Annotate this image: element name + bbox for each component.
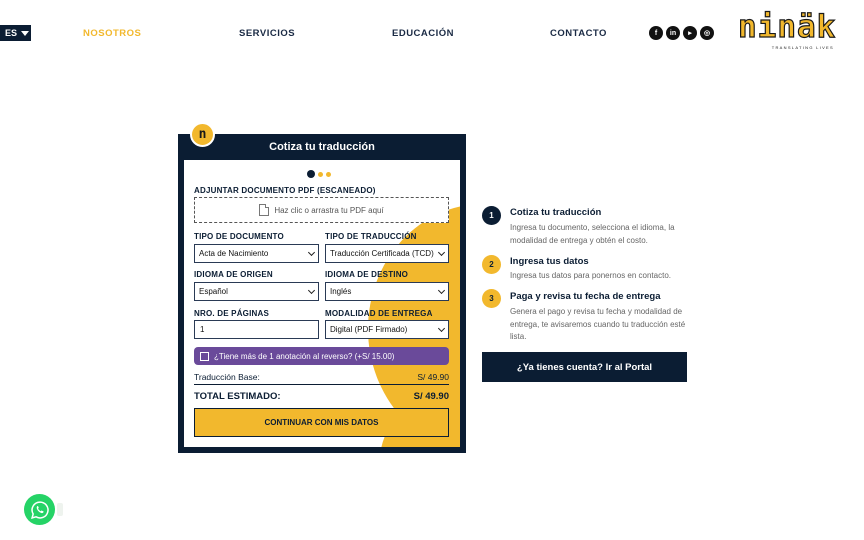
modalidad-label: MODALIDAD DE ENTREGA (325, 309, 433, 318)
base-price-value: S/ 49.90 (417, 372, 449, 382)
nav-servicios[interactable]: SERVICIOS (239, 28, 296, 39)
portal-button[interactable]: ¿Ya tienes cuenta? Ir al Portal (482, 352, 687, 382)
idioma-destino-value: Inglés (330, 287, 352, 296)
upload-label: ADJUNTAR DOCUMENTO PDF (ESCANEADO) (194, 186, 376, 195)
nav-educacion[interactable]: EDUCACIÓN (392, 28, 455, 39)
step-1-number: 1 (482, 206, 501, 225)
paginas-input[interactable] (194, 320, 319, 339)
idioma-destino-select[interactable] (325, 282, 449, 301)
logo-wordmark: ninäk (738, 9, 837, 45)
total-row (194, 391, 449, 402)
tipo-traduccion-label: TIPO DE TRADUCCIÓN (325, 232, 417, 241)
base-price-row (194, 372, 449, 385)
idioma-origen-value: Español (199, 287, 228, 296)
step-2-description: Ingresa tus datos para ponernos en contacto. (510, 271, 671, 280)
whatsapp-icon (30, 500, 50, 520)
caret-down-icon (21, 31, 29, 36)
step-3-number: 3 (482, 289, 501, 308)
step-2-title: Ingresa tus datos (510, 256, 589, 267)
language-selector[interactable] (0, 25, 31, 41)
step-dot-active (307, 170, 315, 178)
idioma-destino-label: IDIOMA DE DESTINO (325, 270, 409, 279)
dropzone-placeholder: Haz clic o arrastra tu PDF aquí (274, 205, 384, 215)
step-indicator (307, 170, 331, 178)
facebook-icon[interactable]: f (649, 26, 663, 40)
paginas-value: 1 (200, 325, 205, 334)
step-2-number: 2 (482, 255, 501, 274)
total-value: S/ 49.90 (413, 391, 449, 402)
pdf-dropzone[interactable] (194, 197, 449, 223)
step-1-description: Ingresa tu documento, selecciona el idioma, la modalidad de entrega y obtén el costo. (510, 223, 675, 245)
tipo-traduccion-value: Traducción Certificada (TCD) (330, 249, 434, 258)
step-dot (318, 172, 323, 177)
brand-logo[interactable] (738, 9, 837, 54)
quote-card-title: Cotiza tu traducción (269, 141, 375, 153)
continue-button[interactable]: CONTINUAR CON MIS DATOS (194, 408, 449, 437)
tipo-documento-value: Acta de Nacimiento (199, 249, 269, 258)
modalidad-value: Digital (PDF Firmado) (330, 325, 408, 334)
logo-tagline: TRANSLATING LIVES (771, 45, 834, 50)
nav-contacto[interactable]: CONTACTO (550, 28, 607, 39)
reverso-option[interactable] (194, 347, 449, 365)
total-label: TOTAL ESTIMADO: (194, 391, 281, 402)
reverso-checkbox[interactable] (200, 352, 209, 361)
reverso-label: ¿Tiene más de 1 anotación al reverso? (+S/ 15.00) (214, 351, 395, 361)
instagram-icon[interactable]: ◎ (700, 26, 714, 40)
youtube-icon[interactable]: ▸ (683, 26, 697, 40)
language-code: ES (5, 28, 18, 38)
step-dot (326, 172, 331, 177)
step-1-title: Cotiza tu traducción (510, 207, 602, 218)
step-3-title: Paga y revisa tu fecha de entrega (510, 291, 661, 302)
tipo-traduccion-select[interactable] (325, 244, 449, 263)
chevron-down-icon (438, 287, 445, 294)
paginas-label: NRO. DE PÁGINAS (194, 309, 270, 318)
chevron-down-icon (308, 287, 315, 294)
tipo-documento-label: TIPO DE DOCUMENTO (194, 232, 284, 241)
whatsapp-tab (57, 503, 63, 516)
document-icon (259, 204, 269, 216)
idioma-origen-label: IDIOMA DE ORIGEN (194, 270, 273, 279)
modalidad-select[interactable] (325, 320, 449, 339)
chevron-down-icon (438, 325, 445, 332)
linkedin-icon[interactable]: in (666, 26, 680, 40)
base-price-label: Traducción Base: (194, 372, 260, 382)
tipo-documento-select[interactable] (194, 244, 319, 263)
step-3-description: Genera el pago y revisa tu fecha y modalidad de entrega, te avisaremos cuando tu traducción esté lista. (510, 307, 686, 341)
chevron-down-icon (308, 249, 315, 256)
idioma-origen-select[interactable] (194, 282, 319, 301)
whatsapp-button[interactable] (24, 494, 55, 525)
brand-badge-icon: n (190, 122, 215, 147)
social-links (649, 26, 714, 40)
nav-nosotros[interactable]: NOSOTROS (83, 28, 142, 39)
chevron-down-icon (438, 249, 445, 256)
